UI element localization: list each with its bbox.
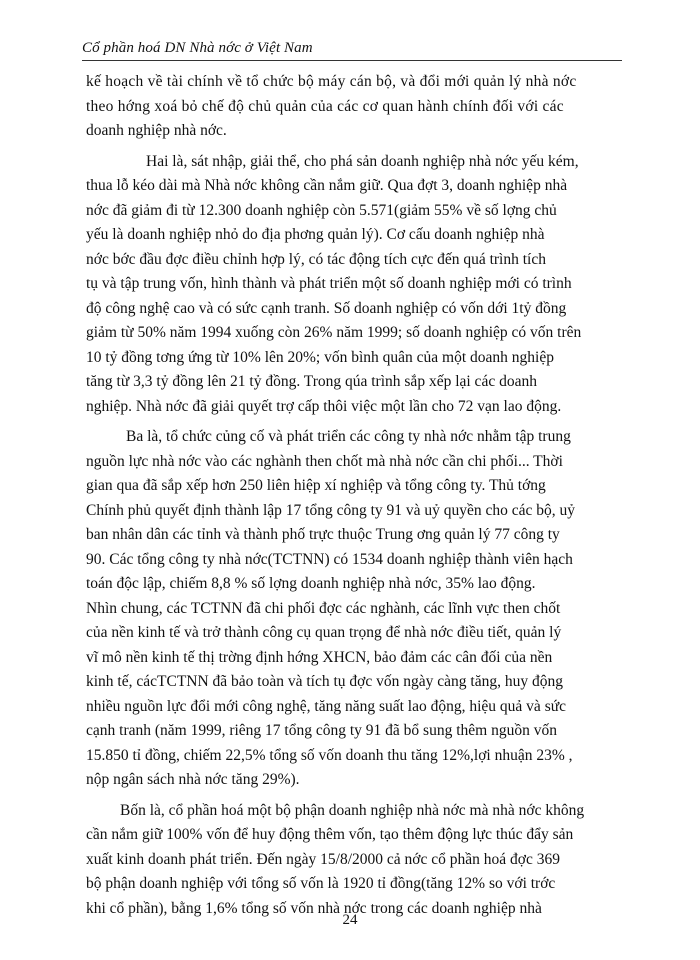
text-line: Ba là, tổ chức củng cố và phát triển các công ty nhà nớc nhằm tập trung bbox=[126, 428, 571, 445]
text-line: ban nhân dân các tỉnh và thành phố trực thuộc Trung ơng quản lý 77 công ty bbox=[86, 526, 560, 543]
text-line: kinh tế, cácTCTNN đã bảo toàn và tích tụ đợc vốn ngày càng tăng, huy động bbox=[86, 673, 563, 690]
text-line: gian qua đã sắp xếp hơn 250 liên hiệp xí nghiệp và tổng công ty. Thủ tớng bbox=[86, 477, 546, 494]
paragraph-3 bbox=[86, 425, 646, 793]
text-line: doanh nghiệp nhà nớc. bbox=[86, 122, 227, 139]
text-line: yếu là doanh nghiệp nhỏ do địa phơng quản lý). Cơ cấu doanh nghiệp nhà bbox=[86, 226, 545, 243]
text-line: nhiều nguồn lực đổi mới công nghệ, tăng năng suất lao động, hiệu quả và sức bbox=[86, 697, 567, 715]
text-line: kế hoạch về tài chính về tổ chức bộ máy cán bộ, và đổi mới quản lý nhà nớc bbox=[86, 73, 577, 90]
paragraph-4 bbox=[86, 799, 646, 922]
text-line: nộp ngân sách nhà nớc tăng 29%). bbox=[86, 771, 300, 788]
page-number: 24 bbox=[342, 912, 358, 928]
paragraph-2 bbox=[86, 150, 646, 420]
text-line: khi cổ phần), bằng 1,6% tổng số vốn nhà nớc trong các doanh nghiệp nhà bbox=[86, 899, 542, 917]
text-line: cạnh tranh (năm 1999, riêng 17 tổng công ty 91 đã bổ sung thêm nguồn vốn bbox=[86, 722, 557, 739]
text-line: Bốn là, cổ phần hoá một bộ phận doanh nghiệp nhà nớc mà nhà nớc không bbox=[120, 801, 585, 819]
text-line: độ công nghệ cao và có sức cạnh tranh. Số doanh nghiệp có vốn dới 1tỷ đồng bbox=[86, 299, 567, 317]
text-line: xuất kinh doanh phát triển. Đến ngày 15/8/2000 cả nớc cổ phần hoá đợc 369 bbox=[86, 850, 560, 868]
text-line: 90. Các tổng công ty nhà nớc(TCTNN) có 1534 doanh nghiệp thành viên hạch bbox=[86, 550, 573, 568]
text-line: Chính phủ quyết định thành lập 17 tổng công ty 91 và uỷ quyền cho các bộ, uỷ bbox=[86, 501, 576, 519]
text-line: thua lỗ kéo dài mà Nhà nớc không cần nắm giữ. Qua đợt 3, doanh nghiệp nhà bbox=[86, 177, 568, 194]
text-line: nớc bớc đầu đợc điều chỉnh hợp lý, có tác động tích cực đến quá trình tích bbox=[86, 250, 546, 268]
text-line: của nền kinh tế và trở thành công cụ quan trọng để nhà nớc điều tiết, quản lý bbox=[86, 624, 562, 641]
text-line: bộ phận doanh nghiệp với tổng số vốn là 1920 tỉ đồng(tăng 12% so với trớc bbox=[86, 875, 556, 892]
text-line: theo hớng xoá bỏ chế độ chủ quản của các cơ quan hành chính đối với các bbox=[86, 97, 564, 115]
text-line: nghiệp. Nhà nớc đã giải quyết trợ cấp thôi việc một lần cho 72 vạn lao động. bbox=[86, 397, 562, 415]
running-header: Cổ phần hoá DN Nhà nớc ở Việt Nam bbox=[82, 40, 622, 61]
text-line: 10 tỷ đồng tơng ứng từ 10% lên 20%; vốn bình quân của một doanh nghiệp bbox=[86, 348, 554, 366]
document-body bbox=[86, 70, 646, 921]
text-line: tụ và tập trung vốn, hình thành và phát triển một số doanh nghiệp mới có trình bbox=[86, 275, 572, 292]
text-line: vĩ mô nền kinh tế thị trờng định hớng XHCN, bảo đảm các cân đối của nền bbox=[86, 648, 553, 666]
text-line: nguồn lực nhà nớc vào các nghành then chốt mà nhà nớc cần chi phối... Thời bbox=[86, 452, 563, 470]
text-line: Nhìn chung, các TCTNN đã chi phối đợc các nghành, các lĩnh vực then chốt bbox=[86, 599, 561, 617]
paragraph-1 bbox=[86, 70, 646, 144]
text-line: 15.850 tỉ đồng, chiếm 22,5% tổng số vốn doanh thu tăng 12%,lợi nhuận 23% , bbox=[86, 746, 573, 764]
text-line: cần nắm giữ 100% vốn để huy động thêm vốn, tạo thêm động lực thúc đẩy sản bbox=[86, 826, 574, 843]
text-line: toán độc lập, chiếm 8,8 % số lợng doanh nghiệp nhà nớc, 35% lao động. bbox=[86, 575, 536, 592]
text-line: nớc đã giảm đi từ 12.300 doanh nghiệp còn 5.571(giảm 55% về số lợng chủ bbox=[86, 201, 557, 219]
text-line: giảm từ 50% năm 1994 xuống còn 26% năm 1999; số doanh nghiệp có vốn trên bbox=[86, 324, 582, 341]
text-line: tăng từ 3,3 tỷ đồng lên 21 tỷ đồng. Trong qúa trình sắp xếp lại các doanh bbox=[86, 373, 537, 390]
text-line: Hai là, sát nhập, giải thể, cho phá sản doanh nghiệp nhà nớc yếu kém, bbox=[146, 152, 579, 170]
